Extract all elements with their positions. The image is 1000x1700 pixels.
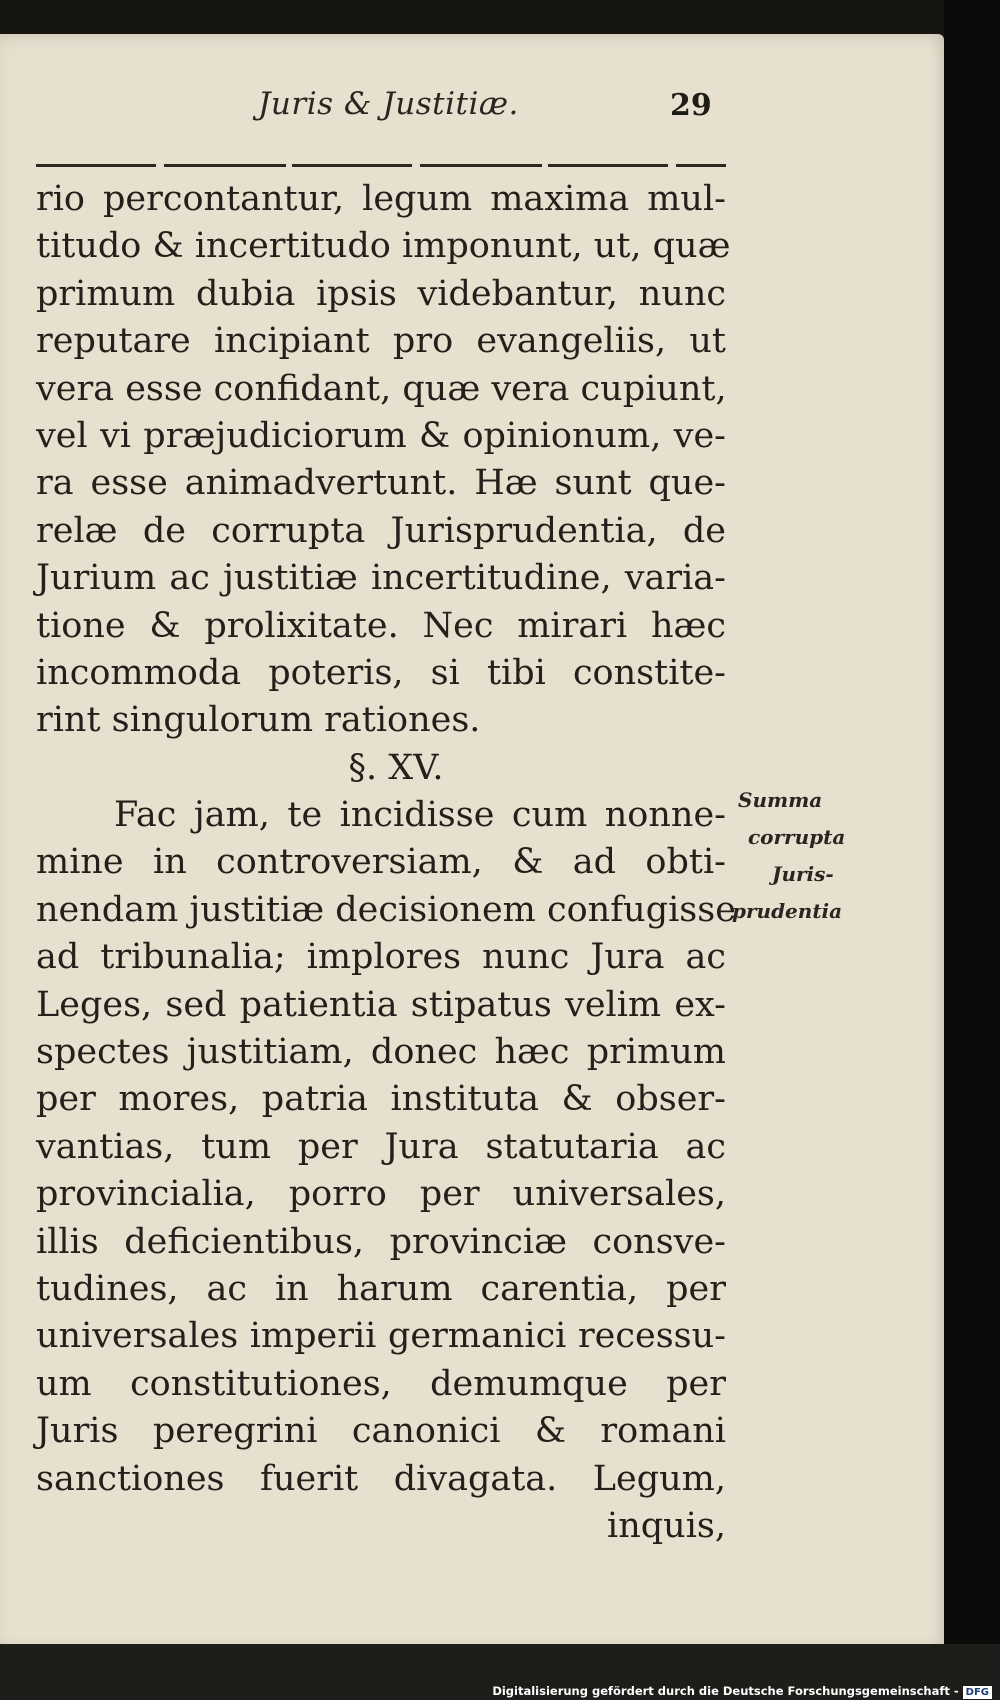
scan-top-border [0,0,1000,34]
digitization-credit [492,1684,992,1699]
margin-note-line: corrupta [748,825,846,849]
text-line: um constitutiones, demumque per [36,1363,726,1404]
text-line: vera esse confidant, quæ vera cupiunt, [36,368,727,409]
text-line: universales imperii germanici recessu- [36,1316,726,1357]
catchword: inquis, [607,1505,726,1546]
text-line: per mores, patria instituta & obser- [36,1079,726,1120]
text-line: nendam justitiæ decisionem confugisse [36,889,736,930]
text-line: ra esse animadvertunt. Hæ sunt que- [36,463,726,504]
running-title: Juris & Justitiæ. [258,86,519,122]
text-line: reputare incipiant pro evangeliis, ut [36,321,726,362]
text-line: rint singulorum rationes. [36,700,481,741]
text-line: provincialia, porro per universales, [36,1174,726,1215]
text-line: relæ de corrupta Jurisprudentia, de [36,510,726,551]
margin-note [732,782,872,930]
credit-text: Digitalisierung gefördert durch die Deutsche Forschungsgemeinschaft - [492,1684,959,1698]
text-line: sanctiones fuerit divagata. Legum, [36,1458,726,1499]
text-line: rio percontantur, legum maxima mul- [36,179,726,219]
text-line: mine in controversiam, & ad obti- [36,842,726,883]
header-rule [36,164,726,167]
margin-note-line: Juris- [772,862,834,886]
page-number: 29 [670,88,712,123]
text-line: spectes justitiam, donec hæc primum [36,1032,726,1073]
text-line: Juris peregrini canonici & romani [36,1411,726,1452]
margin-note-line: Summa [738,788,823,812]
text-line: illis deficientibus, provinciæ consve- [36,1221,726,1262]
section-heading: §. XV. [348,747,444,788]
text-line: primum dubia ipsis videbantur, nunc [36,273,726,314]
text-line: tudines, ac in harum carentia, per [36,1268,726,1309]
text-line: incommoda poteris, si tibi constite- [36,652,726,693]
text-line: Fac jam, te incidisse cum nonne- [114,795,726,836]
text-line: vel vi præjudiciorum & opinionum, ve- [36,415,726,456]
scan-right-border [944,0,1000,1700]
text-line: Jurium ac justitiæ incertitudine, varia- [36,558,726,599]
text-line: tione & prolixitate. Nec mirari hæc [36,605,726,646]
margin-note-line: prudentia [732,899,843,923]
dfg-logo: DFG [963,1686,992,1699]
running-head [230,86,712,132]
text-line: ad tribunalia; implores nunc Jura ac [36,937,726,978]
text-line: titudo & incertitudo imponunt, ut, quæ [36,226,731,267]
body-text [36,176,736,1550]
text-line: Leges, sed patientia stipatus velim ex- [36,984,726,1025]
text-line: vantias, tum per Jura statutaria ac [36,1126,726,1167]
